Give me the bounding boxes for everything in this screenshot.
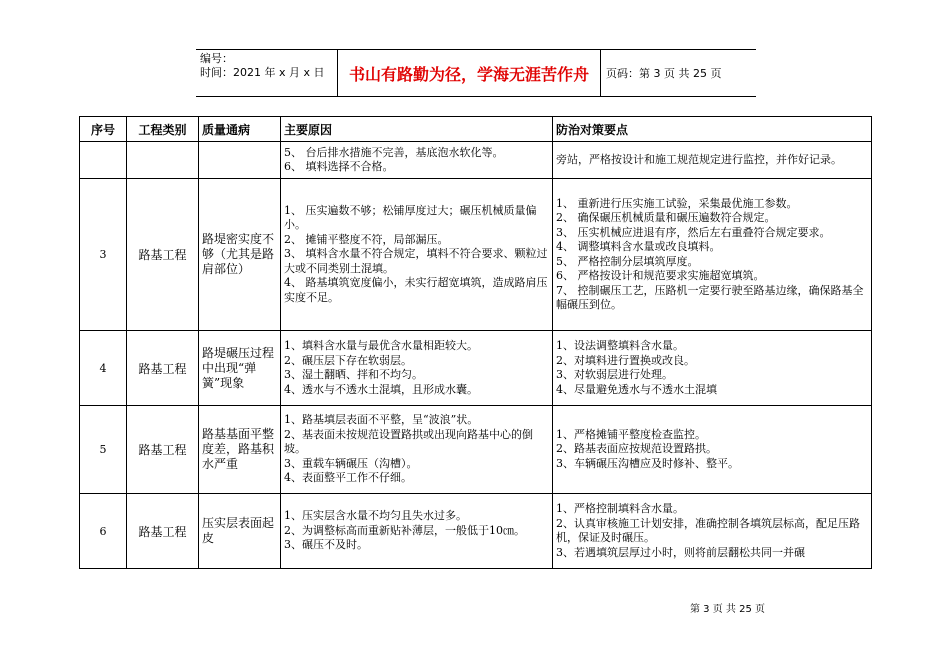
header-meta	[196, 50, 338, 96]
measure-line: 旁站，严格按设计和施工规范规定进行监控，并作好记录。	[556, 152, 842, 166]
cell-measures	[553, 494, 872, 569]
table-row	[80, 179, 872, 331]
table-row	[80, 406, 872, 494]
measure-line: 1、严格控制填料含水量。	[556, 502, 684, 515]
measure-line: 3、车辆碾压沟槽应及时修补、整平。	[556, 456, 739, 470]
cell-category: 路基工程	[127, 179, 199, 331]
cause-line: 1、压实层含水量不均匀且失水过多。	[284, 509, 467, 523]
cell-category	[127, 142, 199, 179]
measure-line: 6、 严格按设计和规范要求实施超宽填筑。	[556, 269, 765, 282]
col-header-seq: 序号	[80, 117, 127, 142]
measure-line: 4、 调整填料含水量或改良填料。	[556, 240, 721, 253]
doc-time-label: 时间：2021 年 x 月 x 日	[200, 66, 325, 79]
header-motto: 书山有路勤为径，学海无涯苦作舟	[338, 50, 601, 96]
table-row	[80, 142, 872, 179]
measure-line: 3、对软弱层进行处理。	[556, 368, 673, 381]
measure-line: 1、严格摊铺平整度检查监控。	[556, 427, 706, 441]
cell-seq: 3	[80, 179, 127, 331]
cause-line: 1、 压实遍数不够；松铺厚度过大；碾压机械质量偏小。	[284, 203, 537, 232]
col-header-causes: 主要原因	[281, 117, 553, 142]
page-footer: 第 3 页 共 25 页	[690, 604, 765, 615]
cell-seq	[80, 142, 127, 179]
cause-line: 2、为调整标高而重新贴补薄层，一般低于10㎝。	[284, 523, 525, 537]
measure-line: 2、认真审核施工计划安排，准确控制各填筑层标高，配足压路机，保证及时碾压。	[556, 516, 860, 544]
measure-line: 5、 严格控制分层填筑厚度。	[556, 254, 699, 268]
cell-illness	[199, 142, 281, 179]
cause-line: 3、 填料含水量不符合规定，填料不符合要求、颗粒过大或不同类别土混填。	[284, 247, 548, 275]
cause-line: 4、透水与不透水土混填，且形成水囊。	[284, 382, 478, 396]
cause-line: 3、重载车辆碾压（沟槽）。	[284, 456, 418, 470]
col-header-category: 工程类别	[127, 117, 199, 142]
cell-illness: 路基基面平整度差，路基积水严重	[199, 406, 281, 494]
cell-seq: 6	[80, 494, 127, 569]
measure-line: 2、路基表面应按规范设置路拱。	[556, 442, 717, 456]
cause-line: 3、碾压不及时。	[284, 538, 368, 552]
cause-line: 3、湿土翻晒、拌和不均匀。	[284, 368, 423, 381]
measure-line: 2、对填料进行置换或改良。	[556, 353, 695, 367]
cell-causes	[281, 406, 553, 494]
cause-line: 2、碾压层下存在软弱层。	[284, 353, 412, 367]
cause-line: 6、 填料选择不合格。	[284, 160, 394, 173]
cell-category: 路基工程	[127, 494, 199, 569]
cause-line: 2、 摊铺平整度不符，局部漏压。	[284, 232, 449, 246]
cell-causes	[281, 179, 553, 331]
measure-line: 3、若遇填筑层厚过小时，则将前层翻松共同一并碾	[556, 545, 805, 559]
cause-line: 4、 路基填筑宽度偏小，未实行超宽填筑，造成路肩压实度不足。	[284, 276, 548, 304]
cause-line: 1、填料含水量与最优含水量相距较大。	[284, 339, 478, 352]
cell-measures	[553, 179, 872, 331]
cell-illness: 路堤碾压过程中出现“弹簧”现象	[199, 331, 281, 406]
measure-line: 4、尽量避免透水与不透水土混填	[556, 382, 717, 396]
doc-number-label: 编号：	[200, 52, 233, 65]
measure-line: 2、 确保碾压机械质量和碾压遍数符合规定。	[556, 211, 776, 224]
cell-illness: 压实层表面起皮	[199, 494, 281, 569]
cause-line: 5、 台后排水措施不完善，基底泡水软化等。	[284, 145, 504, 159]
cell-seq: 5	[80, 406, 127, 494]
cell-category: 路基工程	[127, 406, 199, 494]
col-header-measures: 防治对策要点	[553, 117, 872, 142]
col-header-illness: 质量通病	[199, 117, 281, 142]
header-page-label: 页码：第 3 页 共 25 页	[606, 67, 722, 80]
table-header-row	[80, 117, 872, 142]
cell-illness: 路堤密实度不够（尤其是路肩部位）	[199, 179, 281, 331]
cell-measures	[553, 142, 872, 179]
measure-line: 1、 重新进行压实施工试验，采集最优施工参数。	[556, 196, 798, 210]
measure-line: 1、设法调整填料含水量。	[556, 339, 684, 352]
cell-causes	[281, 331, 553, 406]
cause-line: 4、表面整平工作不仔细。	[284, 471, 412, 485]
table-row	[80, 331, 872, 406]
cause-line: 2、基表面未按规范设置路拱或出现向路基中心的倒坡。	[284, 427, 533, 456]
cell-measures	[553, 406, 872, 494]
document-header	[196, 49, 756, 97]
table-row	[80, 494, 872, 569]
cell-category: 路基工程	[127, 331, 199, 406]
cell-causes	[281, 142, 553, 179]
measure-line: 7、 控制碾压工艺，压路机一定要行驶至路基边缘，确保路基全幅碾压到位。	[556, 283, 864, 311]
cell-seq: 4	[80, 331, 127, 406]
cell-measures	[553, 331, 872, 406]
quality-issues-table	[79, 116, 872, 569]
measure-line: 3、 压实机械应进退有序，然后左右重叠符合规定要求。	[556, 225, 831, 239]
cause-line: 1、路基填层表面不平整，呈“波浪”状。	[284, 413, 479, 427]
cell-causes	[281, 494, 553, 569]
